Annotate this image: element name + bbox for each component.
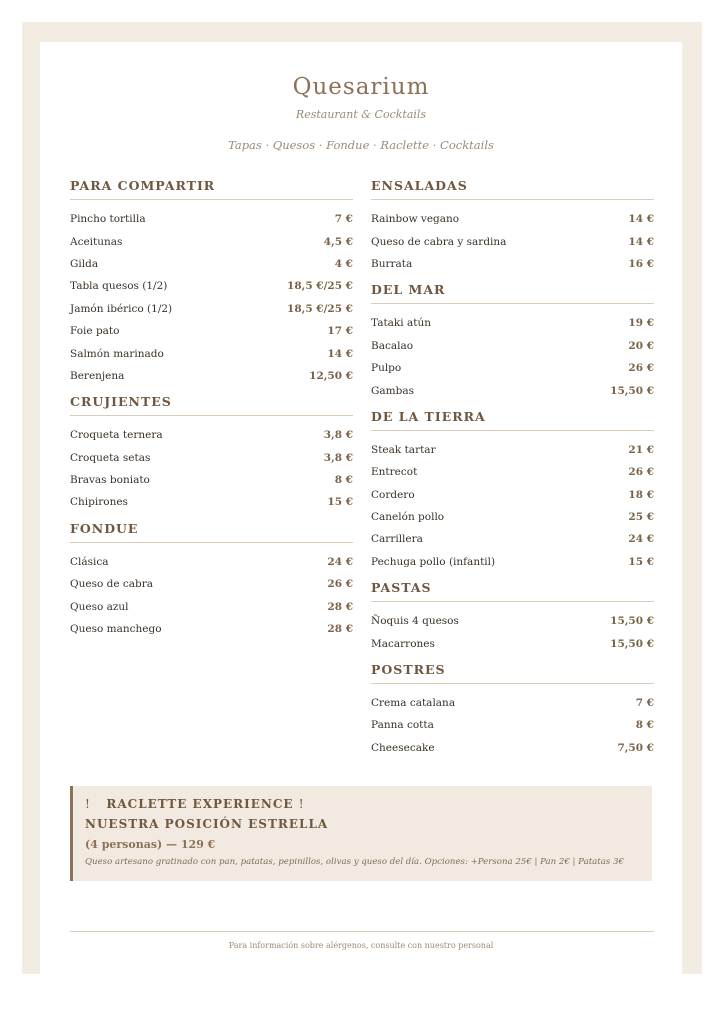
menu-section xyxy=(70,178,353,387)
menu-item-price: 28 € xyxy=(327,600,353,613)
menu-item-price: 17 € xyxy=(327,325,353,338)
menu-section xyxy=(371,178,654,275)
menu-item xyxy=(70,551,353,573)
menu-item xyxy=(70,424,353,446)
menu-item xyxy=(70,595,353,617)
menu-item-price: 24 € xyxy=(327,555,353,568)
menu-item-price: 18,5 €/25 € xyxy=(287,302,353,315)
menu-item xyxy=(371,528,654,550)
menu-item-price: 26 € xyxy=(628,466,654,479)
menu-item xyxy=(70,447,353,469)
promo-title: RACLETTE EXPERIENCE xyxy=(106,797,294,811)
restaurant-title: Quesarium xyxy=(292,74,430,100)
menu-item-price: 3,8 € xyxy=(323,451,353,464)
menu-item xyxy=(371,230,654,252)
menu-item-price: 7 € xyxy=(334,213,353,226)
menu-item-name: Berenjena xyxy=(70,369,125,382)
menu-column-right xyxy=(371,178,654,759)
menu-item-price: 28 € xyxy=(327,623,353,636)
menu-item-name: Foie pato xyxy=(70,325,120,338)
menu-item-price: 4 € xyxy=(334,257,353,270)
menu-page xyxy=(40,42,682,974)
menu-item xyxy=(371,714,654,736)
menu-item xyxy=(70,320,353,342)
raclette-promo xyxy=(70,786,652,881)
menu-item-name: Entrecot xyxy=(371,466,418,479)
menu-item-name: Canelón pollo xyxy=(371,511,445,524)
menu-item-name: Macarrones xyxy=(371,637,435,650)
promo-tagline: NUESTRA POSICIÓN ESTRELLA xyxy=(85,817,329,831)
menu-item-name: Gilda xyxy=(70,257,99,270)
menu-item xyxy=(371,632,654,654)
menu-item-name: Clásica xyxy=(70,555,109,568)
menu-item xyxy=(371,610,654,632)
section-title: FONDUE xyxy=(70,521,353,543)
menu-item-name: Tataki atún xyxy=(371,317,431,330)
menu-item-price: 18,5 €/25 € xyxy=(287,280,353,293)
menu-item-name: Burrata xyxy=(371,257,413,270)
section-title: POSTRES xyxy=(371,662,654,684)
menu-item-name: Bravas boniato xyxy=(70,474,150,487)
menu-item-price: 14 € xyxy=(327,347,353,360)
menu-item-price: 26 € xyxy=(327,578,353,591)
menu-item xyxy=(371,208,654,230)
menu-item-name: Cheesecake xyxy=(371,741,435,754)
menu-item-price: 3,8 € xyxy=(323,429,353,442)
menu-item-price: 15,50 € xyxy=(610,615,654,628)
menu-section xyxy=(371,580,654,655)
menu-item-price: 18 € xyxy=(628,488,654,501)
menu-item xyxy=(371,692,654,714)
menu-item xyxy=(70,275,353,297)
menu-item xyxy=(371,506,654,528)
menu-item xyxy=(371,335,654,357)
menu-item-price: 14 € xyxy=(628,213,654,226)
promo-description: Queso artesano gratinado con pan, patatas, pepinillos, olivas y queso del día. Opciones: +Persona 25€ | Pan 2€ | Patatas 3€ xyxy=(85,857,624,867)
menu-item-name: Aceitunas xyxy=(70,235,123,248)
menu-item-price: 8 € xyxy=(334,474,353,487)
menu-column-left xyxy=(70,178,353,640)
menu-item-price: 15 € xyxy=(327,496,353,509)
menu-item xyxy=(70,469,353,491)
menu-item-name: Ñoquis 4 quesos xyxy=(371,615,459,628)
menu-item-name: Pincho tortilla xyxy=(70,213,146,226)
menu-item-price: 15 € xyxy=(628,555,654,568)
menu-item-name: Panna cotta xyxy=(371,719,434,732)
menu-item xyxy=(70,618,353,640)
menu-item xyxy=(371,737,654,759)
menu-item-name: Bacalao xyxy=(371,339,414,352)
menu-section xyxy=(70,394,353,514)
section-title: PARA COMPARTIR xyxy=(70,178,353,200)
menu-item-price: 14 € xyxy=(628,235,654,248)
menu-item-name: Croqueta setas xyxy=(70,451,151,464)
menu-item xyxy=(371,439,654,461)
menu-item-name: Gambas xyxy=(371,384,414,397)
menu-item-price: 19 € xyxy=(628,317,654,330)
menu-item xyxy=(371,484,654,506)
menu-section xyxy=(70,521,353,641)
menu-item-price: 4,5 € xyxy=(323,235,353,248)
section-title: PASTAS xyxy=(371,580,654,602)
section-title: ENSALADAS xyxy=(371,178,654,200)
menu-item-name: Steak tartar xyxy=(371,443,436,456)
menu-item-price: 7 € xyxy=(635,697,654,710)
menu-item-name: Queso azul xyxy=(70,600,129,613)
menu-item-price: 26 € xyxy=(628,362,654,375)
promo-mark-right: ! xyxy=(298,797,305,811)
menu-item-price: 8 € xyxy=(635,719,654,732)
menu-item-price: 12,50 € xyxy=(309,369,353,382)
menu-item-name: Salmón marinado xyxy=(70,347,164,360)
menu-item-name: Tabla quesos (1/2) xyxy=(70,280,168,293)
restaurant-subtitle: Restaurant & Cocktails xyxy=(295,108,427,121)
section-title: DEL MAR xyxy=(371,282,654,304)
menu-section xyxy=(371,662,654,759)
menu-item-price: 24 € xyxy=(628,533,654,546)
menu-item xyxy=(70,298,353,320)
menu-item-name: Queso manchego xyxy=(70,623,162,636)
footer-divider xyxy=(70,931,654,932)
menu-item-name: Queso de cabra y sardina xyxy=(371,235,507,248)
menu-item xyxy=(371,312,654,334)
menu-item-name: Pechuga pollo (infantil) xyxy=(371,555,496,568)
menu-item xyxy=(70,342,353,364)
menu-item-price: 15,50 € xyxy=(610,384,654,397)
menu-item-name: Rainbow vegano xyxy=(371,213,460,226)
menu-item xyxy=(371,253,654,275)
menu-section xyxy=(371,282,654,402)
menu-item xyxy=(70,230,353,252)
menu-item-name: Queso de cabra xyxy=(70,578,154,591)
menu-item xyxy=(70,491,353,513)
section-title: CRUJIENTES xyxy=(70,394,353,416)
promo-offer: (4 personas) — 129 € xyxy=(85,838,216,851)
menu-item xyxy=(70,208,353,230)
menu-item-price: 16 € xyxy=(628,257,654,270)
menu-item-price: 21 € xyxy=(628,443,654,456)
section-title: DE LA TIERRA xyxy=(371,409,654,431)
menu-item-name: Croqueta ternera xyxy=(70,429,163,442)
menu-item-name: Carrillera xyxy=(371,533,423,546)
menu-item xyxy=(70,253,353,275)
menu-item-price: 20 € xyxy=(628,339,654,352)
menu-item-price: 25 € xyxy=(628,511,654,524)
menu-item-price: 7,50 € xyxy=(617,741,654,754)
promo-heading xyxy=(85,795,652,813)
menu-item xyxy=(70,365,353,387)
allergen-note: Para información sobre alérgenos, consulte con nuestro personal xyxy=(228,941,494,950)
menu-item-name: Chipirones xyxy=(70,496,128,509)
menu-item-name: Cordero xyxy=(371,488,415,501)
menu-item-name: Pulpo xyxy=(371,362,402,375)
promo-mark-left: ! xyxy=(85,797,91,811)
menu-item xyxy=(371,551,654,573)
menu-item-name: Jamón ibérico (1/2) xyxy=(70,302,173,315)
menu-item-price: 15,50 € xyxy=(610,637,654,650)
menu-section xyxy=(371,409,654,573)
menu-tagline: Tapas · Quesos · Fondue · Raclette · Cocktails xyxy=(228,138,494,152)
menu-item xyxy=(371,379,654,401)
menu-item xyxy=(371,461,654,483)
menu-item xyxy=(371,357,654,379)
menu-item xyxy=(70,573,353,595)
menu-item-name: Crema catalana xyxy=(371,697,456,710)
